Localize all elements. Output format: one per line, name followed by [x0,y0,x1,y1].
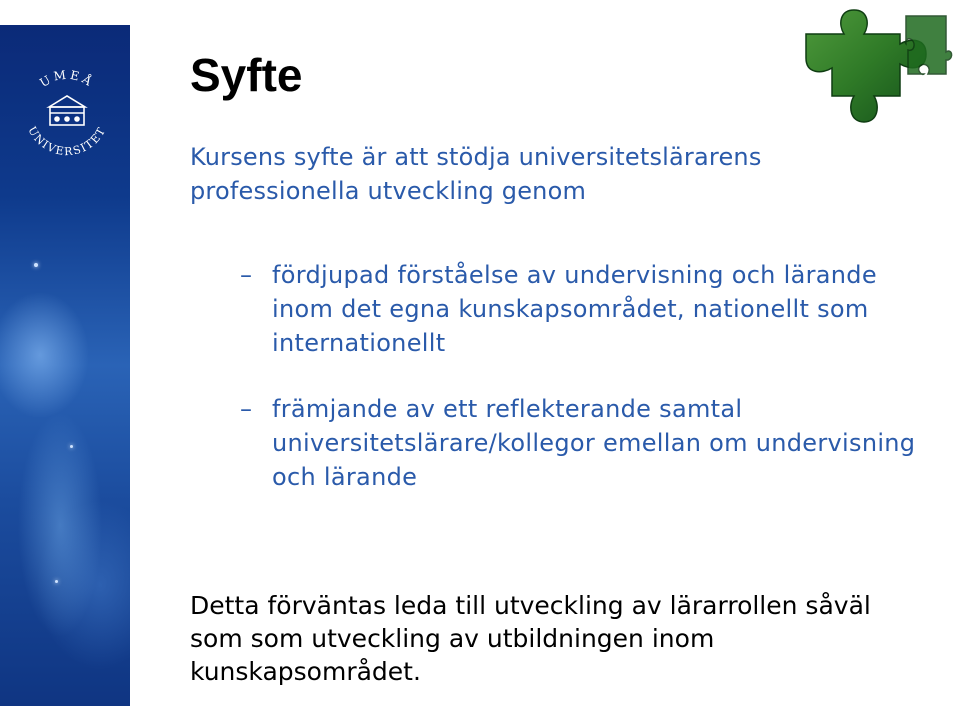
list-item [240,258,920,360]
slide-title: Syfte [190,49,303,101]
intro-paragraph: Kursens syfte är att stödja universitetslärarens professionella utveckling genom [190,143,762,205]
sparkle-decoration [70,445,73,448]
logo-bottom-text: UNIVERSITET [25,124,109,159]
university-building-icon [49,96,85,125]
svg-text:UNIVERSITET [25,124,108,158]
closing-paragraph: Detta förväntas leda till utveckling av lärarrollen såväl som som utveckling av utbildningen inom kunskapsområdet. [190,591,871,686]
puzzle-piece-icon [796,4,956,136]
bullet-text: främjande av ett reflekterande samtal universitetslärare/kollegor emellan om undervisning och lärande [272,395,916,491]
logo-top-text: UMEÅ [37,67,97,91]
sparkle-decoration [34,263,38,267]
bullet-marker: – [240,395,253,423]
university-logo [17,63,117,163]
bullet-marker: – [240,261,253,289]
svg-text:UMEÅ [37,67,97,90]
bullet-text: fördjupad förståelse av undervisning och lärande inom det egna kunskapsområdet, nationellt som internationellt [272,261,877,357]
list-item [240,392,920,494]
bullet-list [240,258,920,526]
sparkle-decoration [55,580,58,583]
decorative-sidebar [0,25,130,706]
